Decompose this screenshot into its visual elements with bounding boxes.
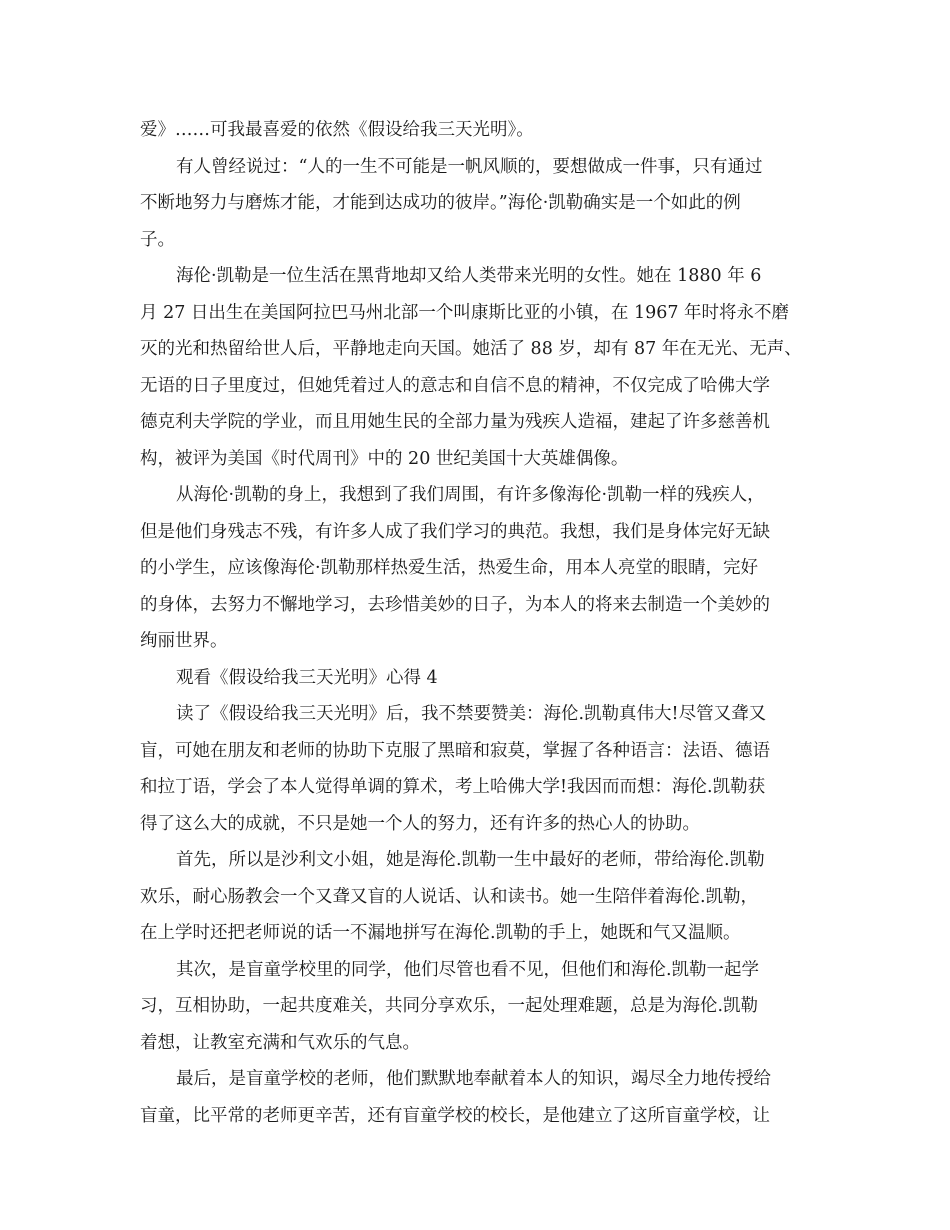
text-line: 欢乐，耐心肠教会一个又聋又盲的人说话、认和读书。她一生陪伴着海伦.凯勒， xyxy=(140,886,759,907)
text-line: 有人曾经说过：“人的一生不可能是一帆风顺的，要想做成一件事，只有通过 xyxy=(176,156,763,177)
text-line: 其次，是盲童学校里的同学，他们尽管也看不见，但他们和海伦.凯勒一起学 xyxy=(176,959,760,980)
text-line: 在上学时还把老师说的话一不漏地拼写在海伦.凯勒的手上，她既和气又温顺。 xyxy=(140,923,741,943)
text-line: 绚丽世界。 xyxy=(140,631,228,651)
text-line: 子。 xyxy=(140,229,175,250)
text-line: 首先，所以是沙利文小姐，她是海伦.凯勒一生中最好的老师，带给海伦.凯勒 xyxy=(176,850,765,870)
text-line: 海伦·凯勒是一位生活在黑背地却又给人类带来光明的女性。她在 1880 年 6 xyxy=(176,266,762,286)
text-line: 最后，是盲童学校的老师，他们默默地奉献着本人的知识，竭尽全力地传授给 xyxy=(176,1069,771,1089)
text-line: 无语的日子里度过，但她凭着过人的意志和自信不息的精神，不仅完成了哈佛大学 xyxy=(140,375,770,396)
text-line: 和拉丁语，学会了本人觉得单调的算术，考上哈佛大学!我因而而想：海伦.凯勒获 xyxy=(140,777,766,797)
text-line: 但是他们身残志不残，有许多人成了我们学习的典范。我想，我们是身体完好无缺 xyxy=(140,521,770,542)
section-heading: 观看《假设给我三天光明》心得 4 xyxy=(176,667,438,688)
text-line: 读了《假设给我三天光明》后，我不禁要赞美：海伦.凯勒真伟大!尽管又聋又 xyxy=(176,704,767,724)
text-line: 不断地努力与磨炼才能，才能到达成功的彼岸。”海伦·凯勒确实是一个如此的例 xyxy=(140,193,741,213)
text-line: 爱》……可我最喜爱的依然《假设给我三天光明》。 xyxy=(140,120,534,140)
text-line: 的小学生，应该像海伦·凯勒那样热爱生活，热爱生命，用本人亮堂的眼睛，完好 xyxy=(140,558,759,578)
text-line: 灭的光和热留给世人后，平静地走向天国。她活了 88 岁，却有 87 年在无光、无声、 xyxy=(140,339,802,359)
text-line: 习，互相协助，一起共度难关，共同分享欢乐，一起处理难题，总是为海伦.凯勒 xyxy=(140,996,759,1016)
text-line: 着想，让教室充满和气欢乐的气息。 xyxy=(140,1032,420,1053)
text-line: 构，被评为美国《时代周刊》中的 20 世纪美国十大英雄偶像。 xyxy=(140,448,629,469)
text-line: 月 27 日出生在美国阿拉巴马州北部一个叫康斯比亚的小镇，在 1967 年时将永不磨 xyxy=(140,302,790,323)
text-line: 得了这么大的成就，不只是她一个人的努力，还有许多的热心人的协助。 xyxy=(140,813,700,834)
text-line: 德克利夫学院的学业，而且用她生民的全部力量为残疾人造福，建起了许多慈善机 xyxy=(140,412,770,432)
text-line: 盲，可她在朋友和老师的协助下克服了黑暗和寂莫，掌握了各种语言：法语、德语 xyxy=(140,740,770,761)
text-line: 盲童，比平常的老师更辛苦，还有盲童学校的校长，是他建立了这所盲童学校，让 xyxy=(140,1105,770,1126)
text-line: 从海伦·凯勒的身上，我想到了我们周围，有许多像海伦·凯勒一样的残疾人， xyxy=(176,485,765,505)
text-line: 的身体，去努力不懈地学习，去珍惜美妙的日子，为本人的将来去制造一个美妙的 xyxy=(140,594,770,615)
body-text xyxy=(140,112,820,1134)
